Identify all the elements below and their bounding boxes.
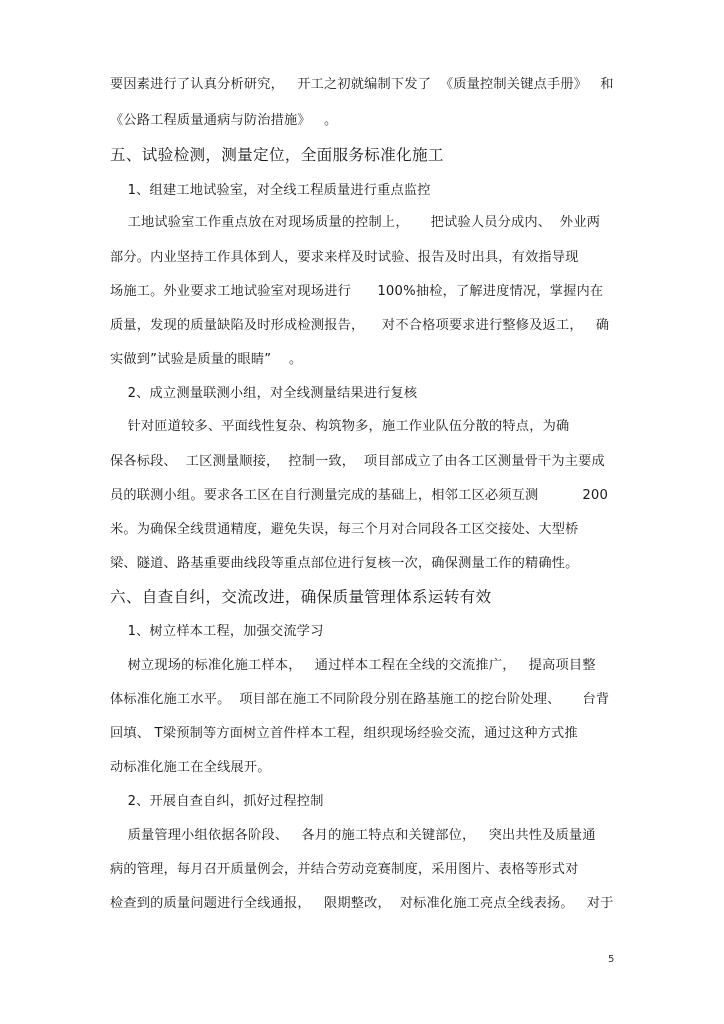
text-line-12: 保各标段、 工区测量顺接， 控制一致， 项目部成立了由各工区测量骨干为主要成 (110, 454, 605, 469)
text-line-18: 树立现场的标准化施工样本， 通过样本工程在全线的交流推广， 提高项目整 (110, 658, 596, 673)
section-heading-6: 六、自查自纠，交流改进，确保质量管理体系运转有效 (110, 588, 492, 606)
text-line-23: 质量管理小组依据各阶段、 各月的施工特点和关键部位， 突出共性及质量通 (110, 828, 596, 843)
subheading-6-2: 2、开展自查自纠，抓好过程控制 (110, 794, 324, 809)
subheading-5-1: 1、组建工地试验室，对全线工程质量进行重点监控 (110, 183, 431, 198)
text-line-1: 要因素进行了认真分析研究， 开工之初就编制下发了 《质量控制关键点手册》 和 (110, 77, 614, 92)
text-line-5: 工地试验室工作重点放在对现场质量的控制上， 把试验人员分成内、 外业两 (110, 215, 601, 230)
text-line-7: 场施工。外业要求工地试验室对现场进行 100%抽检，了解进度情况，掌握内在 (110, 284, 604, 299)
text-line-2: 《公路工程质量通病与防治措施》 。 (110, 113, 338, 128)
page-number: 5 (608, 954, 615, 965)
text-line-8: 质量，发现的质量缺陷及时形成检测报告， 对不合格项要求进行整修及返工， 确 (110, 318, 610, 333)
subheading-6-1: 1、树立样本工程，加强交流学习 (110, 624, 324, 639)
text-line-19: 体标准化施工水平。 项目部在施工不同阶段分别在路基施工的挖台阶处理、 台背 (110, 692, 610, 707)
text-line-13: 员的联测小组。要求各工区在自行测量完成的基础上，相邻工区必须互测 200 (110, 488, 609, 503)
text-line-21: 动标准化施工在全线展开。 (110, 760, 271, 775)
text-line-6: 部分。内业坚持工作具体到人，要求来样及时试验、报告及时出具，有效指导现 (110, 250, 579, 265)
text-line-14: 米。为确保全线贯通精度，避免失误，每三个月对合同段各工区交接处、大型桥 (110, 522, 579, 537)
text-line-20: 回填、 T梁预制等方面树立首件样本工程，组织现场经验交流，通过这种方式推 (110, 726, 578, 741)
subheading-5-2: 2、成立测量联测小组，对全线测量结果进行复核 (110, 386, 418, 401)
section-heading-5: 五、试验检测，测量定位，全面服务标准化施工 (110, 146, 444, 164)
text-line-9: 实做到”试验是质量的眼睛” 。 (110, 352, 303, 367)
text-line-25: 检查到的质量问题进行全线通报， 限期整改， 对标准化施工亮点全线表扬。 对于 (110, 896, 614, 911)
text-line-24: 病的管理，每月召开质量例会，并结合劳动竞赛制度，采用图片、表格等形式对 (110, 862, 579, 877)
text-line-15: 梁、隧道、路基重要曲线段等重点部位进行复核一次，确保测量工作的精确性。 (110, 556, 579, 571)
text-line-11: 针对匝道较多、平面线性复杂、构筑物多，施工作业队伍分散的特点，为确 (110, 419, 570, 434)
